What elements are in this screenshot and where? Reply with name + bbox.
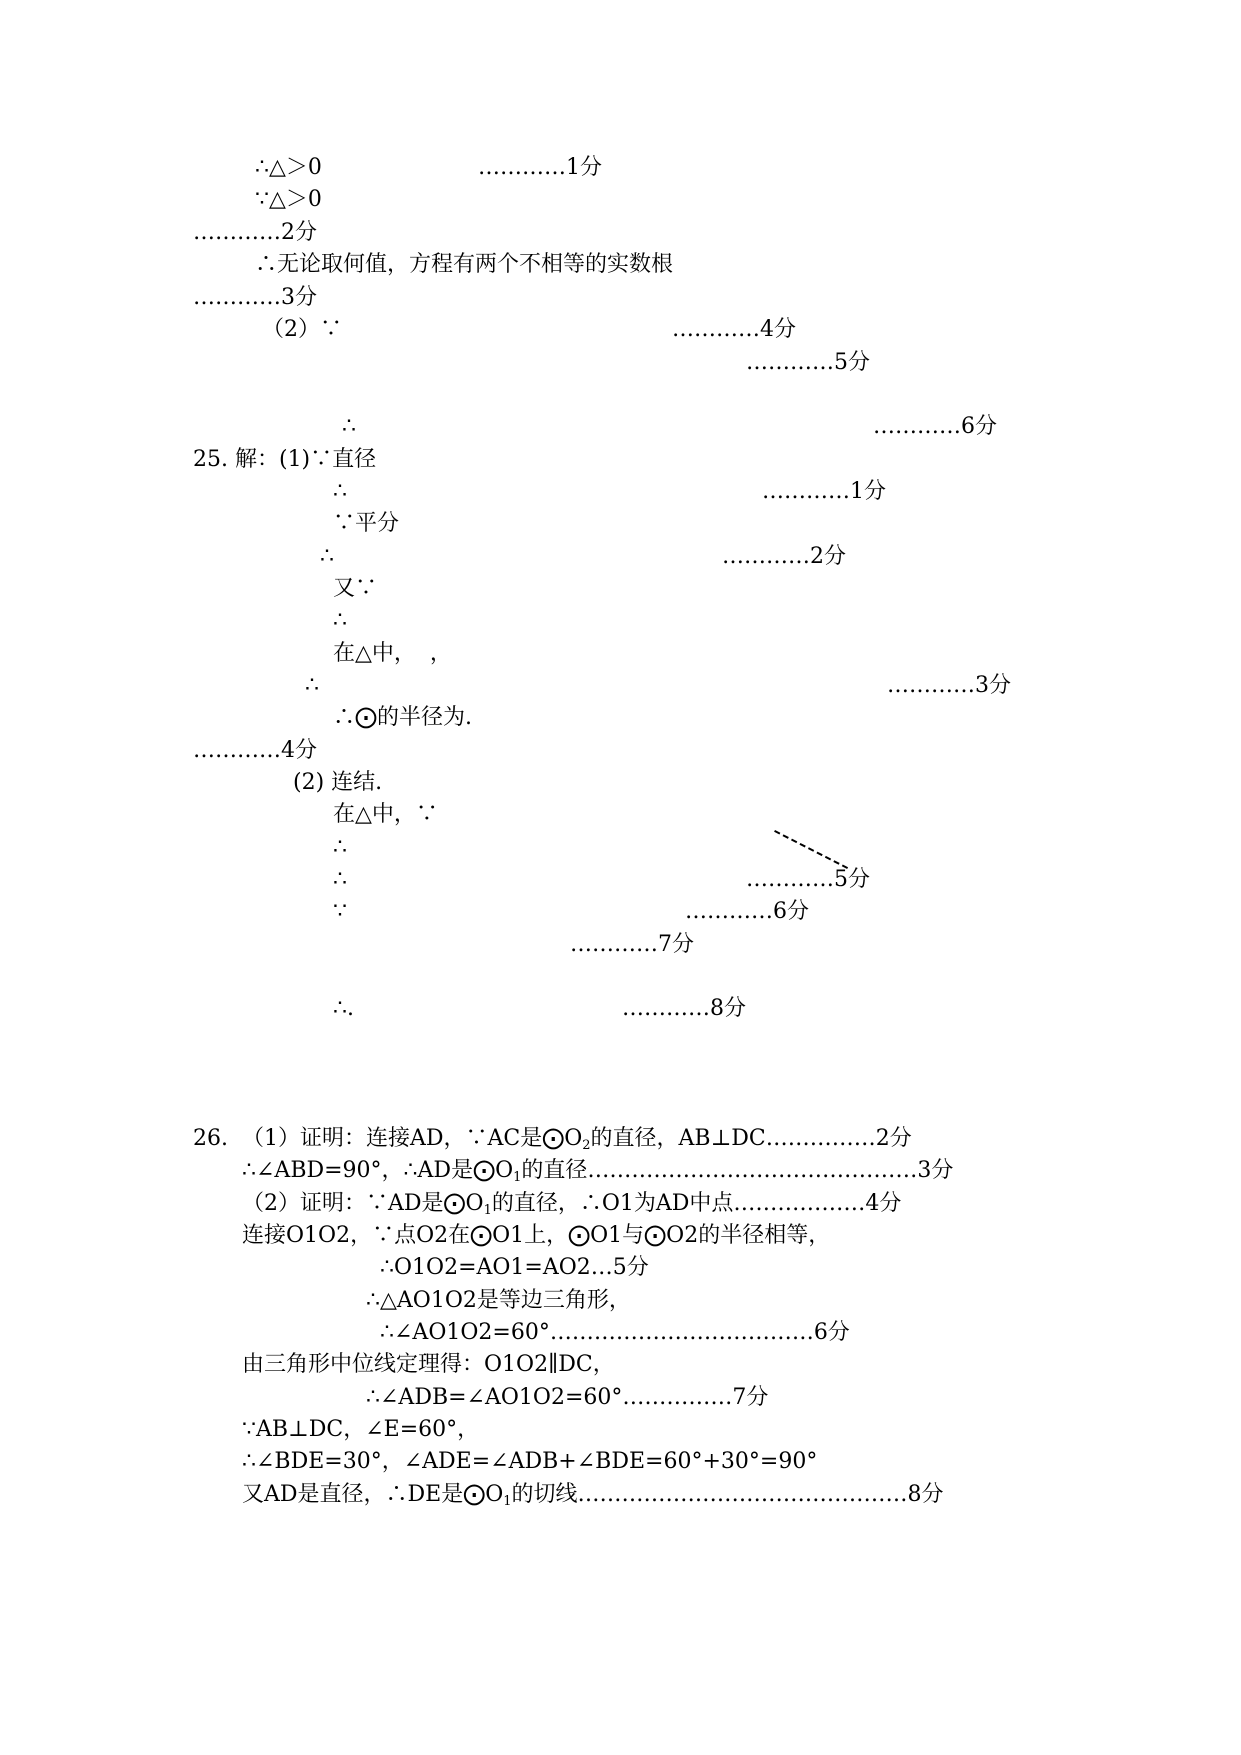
q25-line: ∴ bbox=[320, 544, 334, 569]
score-mark: …………1分 bbox=[478, 155, 602, 180]
q26-line: 由三角形中位线定理得：O1O2∥DC， bbox=[242, 1352, 615, 1377]
q24-line: ∵△＞0 bbox=[255, 187, 322, 212]
q26-line: 26. （1）证明：连接AD，∵AC是$⨀O_2$的直径，AB⊥DC……………2分 bbox=[193, 1126, 912, 1153]
score-mark: …………7分 bbox=[570, 932, 694, 957]
score-mark: …………5分 bbox=[746, 867, 870, 892]
q24-line: ∴无论取何值，方程有两个不相等的实数根 bbox=[255, 252, 674, 277]
q26-line: ∴△AO1O2是等边三角形， bbox=[366, 1288, 631, 1313]
q25-line: ∴ bbox=[333, 867, 347, 892]
score-mark: …………2分 bbox=[722, 544, 846, 569]
q25-line: ∴ bbox=[333, 835, 347, 860]
q24-line: ∴△＞0 bbox=[255, 155, 322, 180]
q24-line: ∴ bbox=[342, 414, 356, 439]
q25-line: ∴⨀的半径为. bbox=[333, 705, 472, 730]
q26-line: （2）证明：∵AD是$⨀O_1$的直径，∴O1为AD中点………………4分 bbox=[242, 1191, 902, 1218]
score-mark: …………4分 bbox=[193, 738, 317, 763]
q26-line: 连接O1O2，∵点O2在⨀O1上，⨀O1与⨀O2的半径相等， bbox=[242, 1223, 831, 1248]
q26-line: ∴∠BDE=30°，∠ADE=∠ADB+∠BDE=60°+30°=90° bbox=[242, 1449, 818, 1474]
q25-line: 在△中， ， bbox=[333, 641, 452, 666]
q26-line: ∴∠AO1O2=60°………………………………6分 bbox=[380, 1320, 850, 1345]
score-mark: …………1分 bbox=[762, 479, 886, 504]
q25-line: 又∵ bbox=[333, 576, 378, 601]
score-mark: …………6分 bbox=[873, 414, 997, 439]
score-mark: …………8分 bbox=[622, 996, 746, 1021]
q26-line: ∵AB⊥DC，∠E=60°， bbox=[242, 1417, 480, 1442]
score-mark: …………2分 bbox=[193, 220, 317, 245]
q25-line: ∴ bbox=[333, 608, 347, 633]
q25-line: ∴. bbox=[333, 996, 354, 1021]
score-mark: …………3分 bbox=[193, 285, 317, 310]
q25-line: ∴ bbox=[305, 673, 319, 698]
score-mark: …………4分 bbox=[672, 317, 796, 342]
q25-heading: 25. 解：(1)∵直径 bbox=[193, 447, 377, 472]
q26-line: ∴∠ADB=∠AO1O2=60°……………7分 bbox=[366, 1385, 769, 1410]
q25-line: ∵平分 bbox=[333, 511, 400, 536]
q26-line: 又AD是直径，∴DE是$⨀O_1$的切线………………………………………8分 bbox=[242, 1482, 944, 1509]
q24-line: （2）∵ bbox=[262, 317, 342, 342]
q26-line: ∴∠ABD=90°，∴AD是$⨀O_1$的直径………………………………………3分 bbox=[242, 1158, 954, 1185]
q25-line: (2) 连结. bbox=[293, 770, 383, 795]
score-mark: …………5分 bbox=[746, 350, 870, 375]
q25-line: ∴ bbox=[333, 479, 347, 504]
q25-line: ∵ bbox=[333, 899, 347, 924]
q26-line: ∴O1O2=AO1=AO2…5分 bbox=[380, 1255, 649, 1280]
q25-line: 在△中，∵ bbox=[333, 802, 438, 827]
score-mark: …………6分 bbox=[685, 899, 809, 924]
dashed-stroke bbox=[774, 830, 848, 869]
score-mark: …………3分 bbox=[887, 673, 1011, 698]
